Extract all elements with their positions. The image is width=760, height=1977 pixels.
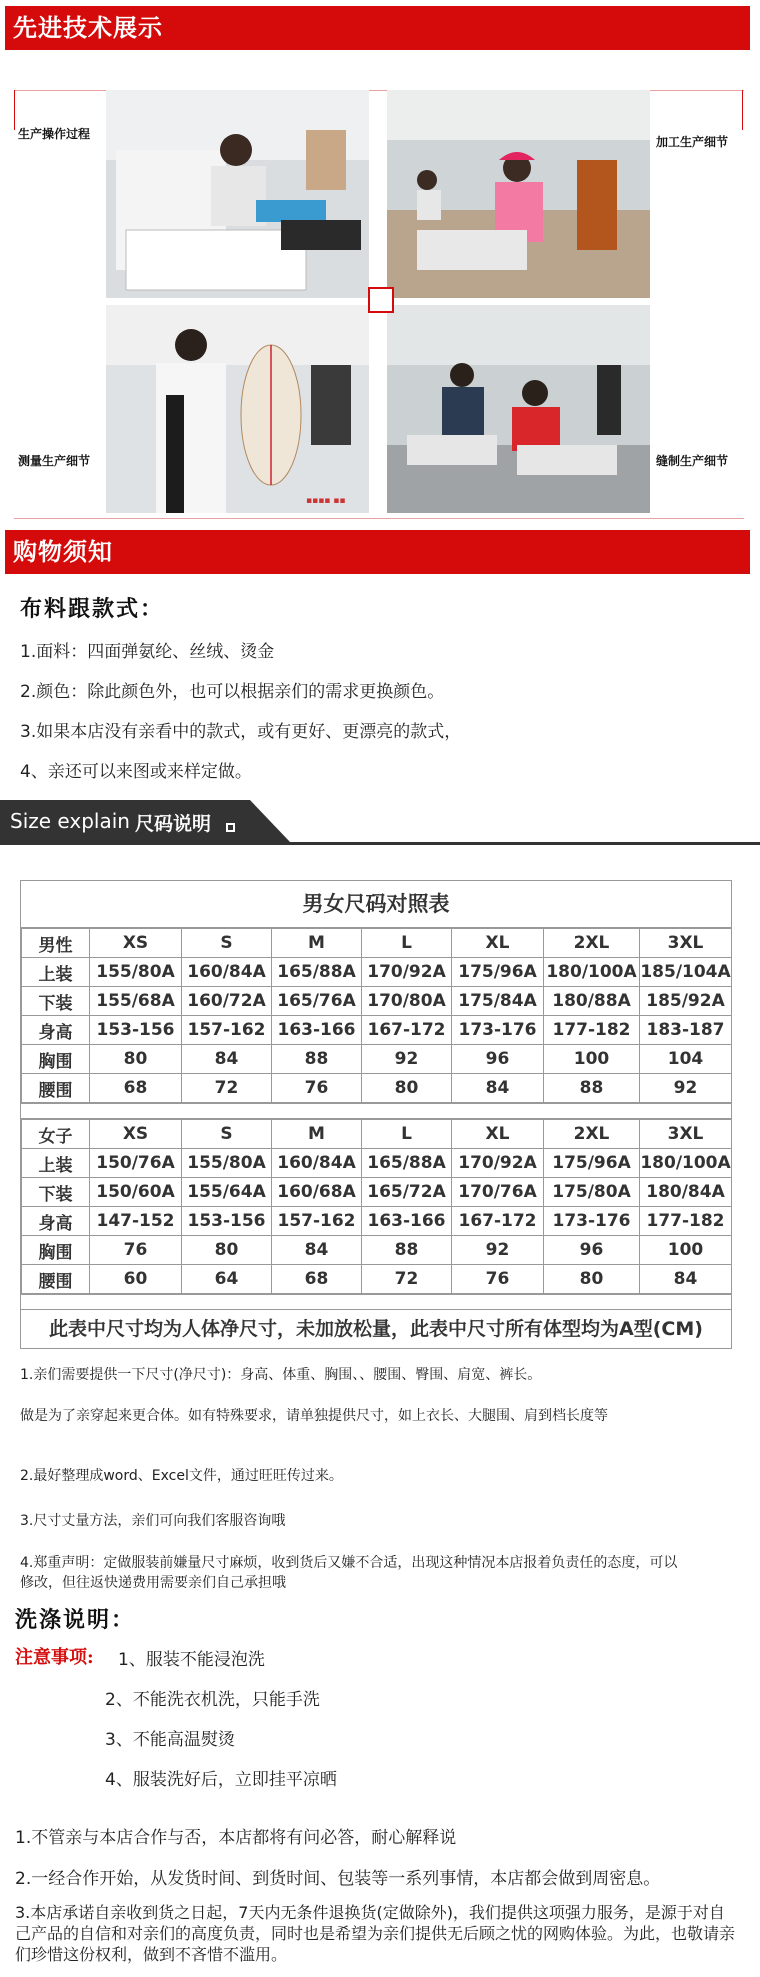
size-table-gap (21, 1103, 731, 1119)
size-cell: 170/80A (362, 987, 452, 1016)
size-row-label: 身高 (22, 1207, 90, 1236)
size-cell: 88 (272, 1045, 362, 1074)
size-cell: 163-166 (362, 1207, 452, 1236)
size-cell: 175/96A (452, 958, 544, 987)
size-row-label: 下装 (22, 987, 90, 1016)
size-row (22, 1016, 732, 1045)
size-cell: 167-172 (452, 1207, 544, 1236)
size-cell: M (272, 1120, 362, 1149)
size-cell: 173-176 (452, 1016, 544, 1045)
size-note-4: 3.尺寸丈量方法，亲们可向我们客服咨询哦 (20, 1513, 286, 1529)
size-cell: 80 (544, 1265, 640, 1294)
caption-measuring: 测量生产细节 (18, 454, 91, 468)
photo-sewing-operation (106, 90, 369, 298)
size-cell: 185/104A (640, 958, 732, 987)
size-cell: 153-156 (90, 1016, 182, 1045)
frame-bracket-right (742, 90, 743, 130)
size-cell: 92 (362, 1045, 452, 1074)
section-banner-shopping: 购物须知 (5, 530, 750, 574)
frame-bracket-bottom (14, 518, 744, 519)
size-explain-rule (0, 842, 760, 845)
size-cell: 76 (90, 1236, 182, 1265)
promise-3: 3.本店承诺自亲收到货之日起，7天内无条件退换货(定做除外)，我们提供这项强力服务，是源于对自己产品的自信和对亲们的高度负责，同时也是希望为亲们提供无后顾之忧的网购体验。为此，也敬请亲们珍惜这份权利，做到不吝惜不滥用。 (15, 1903, 736, 1964)
size-row-label: 胸围 (22, 1045, 90, 1074)
size-row (22, 1207, 732, 1236)
size-cell: 80 (182, 1236, 272, 1265)
size-cell: 84 (182, 1045, 272, 1074)
size-table-women (21, 1119, 732, 1294)
size-cell: 160/84A (182, 958, 272, 987)
size-cell: 2XL (544, 929, 640, 958)
size-cell: 92 (640, 1074, 732, 1103)
photo-measuring-detail (106, 305, 369, 513)
size-row (22, 1149, 732, 1178)
size-cell: 175/80A (544, 1178, 640, 1207)
size-cell: 84 (272, 1236, 362, 1265)
size-cell: S (182, 929, 272, 958)
size-cell: 153-156 (182, 1207, 272, 1236)
caption-operation: 生产操作过程 (18, 127, 91, 141)
photo-processing-detail (387, 90, 650, 298)
size-cell: M (272, 929, 362, 958)
size-cell: 157-162 (182, 1016, 272, 1045)
wash-item-3: 3、不能高温熨烫 (105, 1730, 235, 1750)
size-table-footnote: 此表中尺寸均为人体净尺寸，未加放松量，此表中尺寸所有体型均为A型(CM) (21, 1309, 731, 1348)
size-explain-en: Size explain (10, 809, 130, 833)
size-cell: 80 (90, 1045, 182, 1074)
size-cell: 180/100A (544, 958, 640, 987)
fabric-line-1: 1.面料：四面弹氨纶、丝绒、烫金 (20, 642, 275, 662)
size-table-gap (21, 1294, 731, 1309)
caption-stitching: 缝制生产细节 (656, 454, 729, 468)
size-cell: 72 (362, 1265, 452, 1294)
size-table-title: 男女尺码对照表 (21, 881, 731, 928)
size-cell: 177-182 (544, 1016, 640, 1045)
size-cell: 72 (182, 1074, 272, 1103)
size-cell: 160/84A (272, 1149, 362, 1178)
fabric-heading: 布料跟款式： (20, 596, 165, 622)
size-cell: 180/88A (544, 987, 640, 1016)
size-cell: 150/60A (90, 1178, 182, 1207)
size-cell: 88 (362, 1236, 452, 1265)
svg-text:▪▪▪▪ ▪▪: ▪▪▪▪ ▪▪ (306, 496, 346, 506)
fabric-line-4: 4、亲还可以来图或来样定做。 (20, 762, 252, 782)
promise-1: 1.不管亲与本店合作与否，本店都将有问必答，耐心解释说 (15, 1828, 457, 1848)
wash-note-label: 注意事项: (15, 1647, 94, 1668)
size-cell: 183-187 (640, 1016, 732, 1045)
caption-processing: 加工生产细节 (656, 135, 729, 149)
size-row-label: 腰围 (22, 1074, 90, 1103)
size-cell: 160/72A (182, 987, 272, 1016)
wash-heading: 洗涤说明： (15, 1607, 136, 1633)
size-cell: 76 (452, 1265, 544, 1294)
size-cell: 88 (544, 1074, 640, 1103)
photo-collage (14, 90, 744, 520)
size-cell: 155/64A (182, 1178, 272, 1207)
size-row (22, 1178, 732, 1207)
size-cell: 147-152 (90, 1207, 182, 1236)
size-cell: 165/76A (272, 987, 362, 1016)
section-banner-tech: 先进技术展示 (5, 6, 750, 50)
size-cell: XS (90, 1120, 182, 1149)
size-row-label: 下装 (22, 1178, 90, 1207)
size-cell: 155/68A (90, 987, 182, 1016)
size-table (20, 880, 732, 1349)
size-row (22, 1236, 732, 1265)
size-row (22, 1045, 732, 1074)
size-cell: 84 (640, 1265, 732, 1294)
size-row-label: 身高 (22, 1016, 90, 1045)
size-cell: 3XL (640, 1120, 732, 1149)
size-cell: S (182, 1120, 272, 1149)
size-header-row (22, 1120, 732, 1149)
size-cell: 180/84A (640, 1178, 732, 1207)
size-row-label: 男性 (22, 929, 90, 958)
size-cell: 170/92A (362, 958, 452, 987)
size-cell: 175/96A (544, 1149, 640, 1178)
size-row (22, 1074, 732, 1103)
size-row (22, 958, 732, 987)
size-cell: 165/88A (362, 1149, 452, 1178)
size-row-label: 上装 (22, 1149, 90, 1178)
size-header-row (22, 929, 732, 958)
size-row (22, 1265, 732, 1294)
size-note-1: 1.亲们需要提供一下尺寸(净尺寸)：身高、体重、胸围、、腰围、臀围、肩宽、裤长。 (20, 1367, 542, 1383)
size-cell: 155/80A (182, 1149, 272, 1178)
size-cell: XL (452, 929, 544, 958)
size-note-3: 2.最好整理成word、Excel文件，通过旺旺传过来。 (20, 1468, 343, 1484)
size-cell: 157-162 (272, 1207, 362, 1236)
size-cell: 76 (272, 1074, 362, 1103)
size-cell: 175/84A (452, 987, 544, 1016)
size-cell: 167-172 (362, 1016, 452, 1045)
fabric-line-3: 3.如果本店没有亲看中的款式，或有更好、更漂亮的款式， (20, 722, 462, 742)
size-cell: 150/76A (90, 1149, 182, 1178)
size-cell: 96 (452, 1045, 544, 1074)
size-cell: 165/88A (272, 958, 362, 987)
size-row-label: 腰围 (22, 1265, 90, 1294)
size-cell: 163-166 (272, 1016, 362, 1045)
size-cell: 165/72A (362, 1178, 452, 1207)
size-cell: L (362, 1120, 452, 1149)
size-cell: 64 (182, 1265, 272, 1294)
size-explain-box-icon (226, 823, 235, 832)
size-row (22, 987, 732, 1016)
size-cell: 60 (90, 1265, 182, 1294)
frame-bracket-left (14, 90, 15, 130)
size-cell: 96 (544, 1236, 640, 1265)
size-cell: L (362, 929, 452, 958)
size-cell: 68 (272, 1265, 362, 1294)
size-row-label: 上装 (22, 958, 90, 987)
size-table-men (21, 928, 732, 1103)
size-row-label: 胸围 (22, 1236, 90, 1265)
size-explain-cn: 尺码说明 (135, 813, 212, 835)
size-cell: 100 (640, 1236, 732, 1265)
size-cell: XL (452, 1120, 544, 1149)
size-cell: 80 (362, 1074, 452, 1103)
promise-2: 2.一经合作开始，从发货时间、到货时间、包装等一系列事情，本店都会做到周密息。 (15, 1869, 661, 1889)
fabric-line-2: 2.颜色：除此颜色外，也可以根据亲们的需求更换颜色。 (20, 682, 445, 702)
size-row-label: 女子 (22, 1120, 90, 1149)
size-cell: 160/68A (272, 1178, 362, 1207)
size-note-2: 做是为了亲穿起来更合体。如有特殊要求，请单独提供尺寸，如上衣长、大腿围、肩到档长度等 (20, 1408, 608, 1424)
size-cell: 170/76A (452, 1178, 544, 1207)
size-cell: 185/92A (640, 987, 732, 1016)
size-cell: 3XL (640, 929, 732, 958)
size-cell: 92 (452, 1236, 544, 1265)
size-cell: 68 (90, 1074, 182, 1103)
size-cell: 104 (640, 1045, 732, 1074)
center-marker (368, 287, 394, 313)
photo-stitching-detail (387, 305, 650, 513)
size-cell: 155/80A (90, 958, 182, 987)
size-cell: 170/92A (452, 1149, 544, 1178)
size-cell: 2XL (544, 1120, 640, 1149)
size-cell: 180/100A (640, 1149, 732, 1178)
size-note-5: 4.郑重声明：定做服装前嫌量尺寸麻烦，收到货后又嫌不合适，出现这种情况本店报着负责任的态度，可以修改，但往返快递费用需要亲们自己承担哦 (20, 1555, 678, 1591)
size-cell: XS (90, 929, 182, 958)
wash-item-1: 1、服装不能浸泡洗 (118, 1650, 265, 1670)
size-cell: 173-176 (544, 1207, 640, 1236)
size-cell: 177-182 (640, 1207, 732, 1236)
size-cell: 100 (544, 1045, 640, 1074)
wash-item-4: 4、服装洗好后，立即挂平凉晒 (105, 1770, 337, 1790)
size-cell: 84 (452, 1074, 544, 1103)
wash-item-2: 2、不能洗衣机洗，只能手洗 (105, 1690, 320, 1710)
